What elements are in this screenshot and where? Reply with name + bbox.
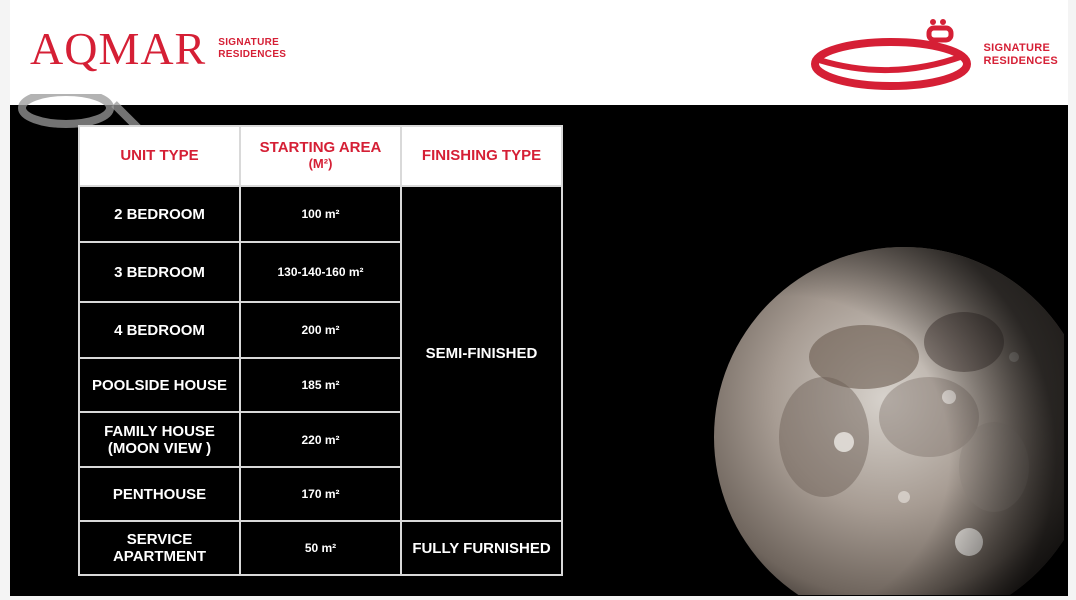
area-cell: 130-140-160 m² bbox=[240, 242, 401, 302]
moon-icon bbox=[714, 237, 1064, 595]
header-unit-type: UNIT TYPE bbox=[79, 126, 240, 186]
header-finishing-type: FINISHING TYPE bbox=[401, 126, 562, 186]
unit-type-cell: 2 BEDROOM bbox=[79, 186, 240, 242]
area-cell: 50 m² bbox=[240, 521, 401, 575]
unit-type-cell: FAMILY HOUSE (MOON VIEW ) bbox=[79, 412, 240, 467]
right-tagline: SIGNATURE RESIDENCES bbox=[983, 42, 1058, 67]
unit-type-cell: 3 BEDROOM bbox=[79, 242, 240, 302]
moon-image bbox=[714, 237, 1064, 595]
table-row bbox=[79, 186, 562, 242]
finishing-cell: SEMI-FINISHED bbox=[401, 186, 562, 521]
unit-types-table bbox=[78, 125, 563, 576]
area-cell: 170 m² bbox=[240, 467, 401, 521]
finishing-cell: FULLY FURNISHED bbox=[401, 521, 562, 575]
area-cell: 185 m² bbox=[240, 358, 401, 412]
table-row bbox=[79, 521, 562, 575]
arabic-logo bbox=[811, 18, 1058, 92]
unit-type-cell: POOLSIDE HOUSE bbox=[79, 358, 240, 412]
header-bar bbox=[10, 0, 1068, 105]
table-header-row bbox=[79, 126, 562, 186]
header-starting-area: STARTING AREA (M²) bbox=[240, 126, 401, 186]
aqmar-logo bbox=[30, 23, 287, 74]
area-cell: 220 m² bbox=[240, 412, 401, 467]
unit-type-cell: 4 BEDROOM bbox=[79, 302, 240, 358]
unit-type-cell: PENTHOUSE bbox=[79, 467, 240, 521]
unit-type-cell: SERVICE APARTMENT bbox=[79, 521, 240, 575]
brand-name: AQMAR bbox=[30, 23, 207, 74]
area-cell: 200 m² bbox=[240, 302, 401, 358]
arabic-qaf-logo-icon bbox=[811, 18, 973, 92]
brand-tagline: SIGNATURE RESIDENCES bbox=[218, 37, 287, 60]
area-cell: 100 m² bbox=[240, 186, 401, 242]
